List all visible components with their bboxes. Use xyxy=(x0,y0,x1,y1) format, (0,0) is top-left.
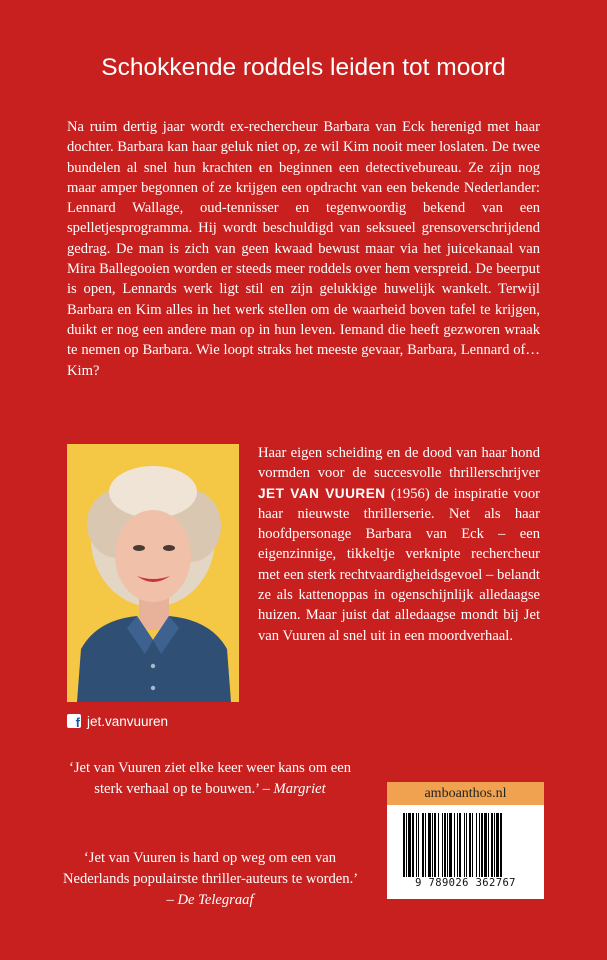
barcode-bar xyxy=(500,813,502,877)
barcode-bar xyxy=(428,813,431,877)
barcode xyxy=(387,805,544,899)
barcode-bar xyxy=(494,813,495,877)
barcode-bar xyxy=(432,813,433,877)
author-bio-after: (1956) de inspiratie voor haar nieuwste thrillerserie. Net als haar hoofdpersonage Barbara van Eck – een eigenzinnige, tikkeltje verknipte rechercheur met een sterk rechtvaardigheidsgevoel – belandt ze als kattenoppas in ogenschijnlijk alledaagse huizen. Maar juist dat alledaagse mondt bij Jet van Vuuren al snel uit in een moordverhaal. xyxy=(258,485,540,644)
barcode-bar xyxy=(406,813,407,877)
barcode-bar xyxy=(472,813,473,877)
quote-source: Margriet xyxy=(273,781,326,797)
facebook-icon: f xyxy=(67,714,81,728)
review-quote xyxy=(60,848,360,911)
publisher-url[interactable]: amboanthos.nl xyxy=(387,782,544,805)
author-bio xyxy=(258,443,540,646)
barcode-bar xyxy=(418,813,419,877)
barcode-bar xyxy=(476,813,477,877)
barcode-bar xyxy=(484,813,487,877)
barcode-bar xyxy=(434,813,436,877)
barcode-bar xyxy=(422,813,424,877)
barcode-bar xyxy=(491,813,493,877)
barcode-bar xyxy=(454,813,455,877)
barcode-bar xyxy=(459,813,461,877)
barcode-bar xyxy=(449,813,452,877)
barcode-bar xyxy=(444,813,446,877)
barcode-bar xyxy=(438,813,439,877)
author-portrait-illustration xyxy=(67,444,239,702)
facebook-handle: jet.vanvuuren xyxy=(87,713,169,729)
barcode-bar xyxy=(425,813,426,877)
barcode-bars xyxy=(403,813,529,877)
blurb-text: Na ruim dertig jaar wordt ex-rechercheur Barbara van Eck herenigd met haar dochter. Barbara kan haar geluk niet op, ze wil Kim nooit meer loslaten. De twee bundelen al snel hun krachten en beginnen een detectivebureau. Ze zijn nog maar amper begonnen of ze krijgen een opdracht van een bekende Nederlander: Lennard Wallage, oud-tennisser en tegenwoordig bekend van een spelletjesprogramma. Hij wordt beschuldigd van seksueel grensoverschrijdend gedrag. De man is zich van geen kwaad bewust maar via het juicekanaal van Mira Ballegooien worden er steeds meer roddels over hem verspreid. De beerput is open, Lennards werk ligt stil en zijn gelukkige huwelijk wankelt. Terwijl Barbara en Kim alles in het werk stellen om de waarheid boven tafel te krijgen, duikt er nog een andere man op in hun leven. Iemand die heeft gezworen wraak te nemen op Barbara. Wie loopt straks het meeste gevaar, Barbara, Lennard of… Kim? xyxy=(67,119,540,379)
barcode-bar xyxy=(466,813,467,877)
barcode-bar xyxy=(464,813,465,877)
barcode-bar xyxy=(457,813,458,877)
author-photo xyxy=(67,444,239,702)
quote-text: ‘Jet van Vuuren ziet elke keer weer kans om een sterk verhaal op te bouwen.’ xyxy=(68,760,352,797)
review-quote xyxy=(60,758,360,800)
isbn-number: 9 789026 362767 xyxy=(415,877,516,889)
barcode-bar xyxy=(479,813,480,877)
barcode-bar xyxy=(442,813,443,877)
author-bio-before: Haar eigen scheiding en de dood van haar hond vormden voor de succesvolle thrillerschrijver xyxy=(258,445,540,482)
barcode-bar xyxy=(412,813,414,877)
barcode-bar xyxy=(408,813,411,877)
quote-dash: – xyxy=(258,781,274,797)
barcode-bar xyxy=(403,813,405,877)
barcode-bar xyxy=(469,813,471,877)
barcode-bar xyxy=(416,813,417,877)
author-name: JET VAN VUUREN xyxy=(258,485,386,501)
barcode-bar xyxy=(488,813,489,877)
barcode-bar xyxy=(481,813,483,877)
quote-text: ‘Jet van Vuuren is hard op weg om een van Nederlands populairste thriller-auteurs te worden.’ xyxy=(62,850,358,887)
barcode-bar xyxy=(447,813,448,877)
quote-source: De Telegraaf xyxy=(177,892,254,908)
social-link[interactable] xyxy=(67,712,168,730)
headline: Schokkende roddels leiden tot moord xyxy=(101,54,506,81)
barcode-bar xyxy=(496,813,499,877)
quote-dash: – xyxy=(166,892,178,908)
